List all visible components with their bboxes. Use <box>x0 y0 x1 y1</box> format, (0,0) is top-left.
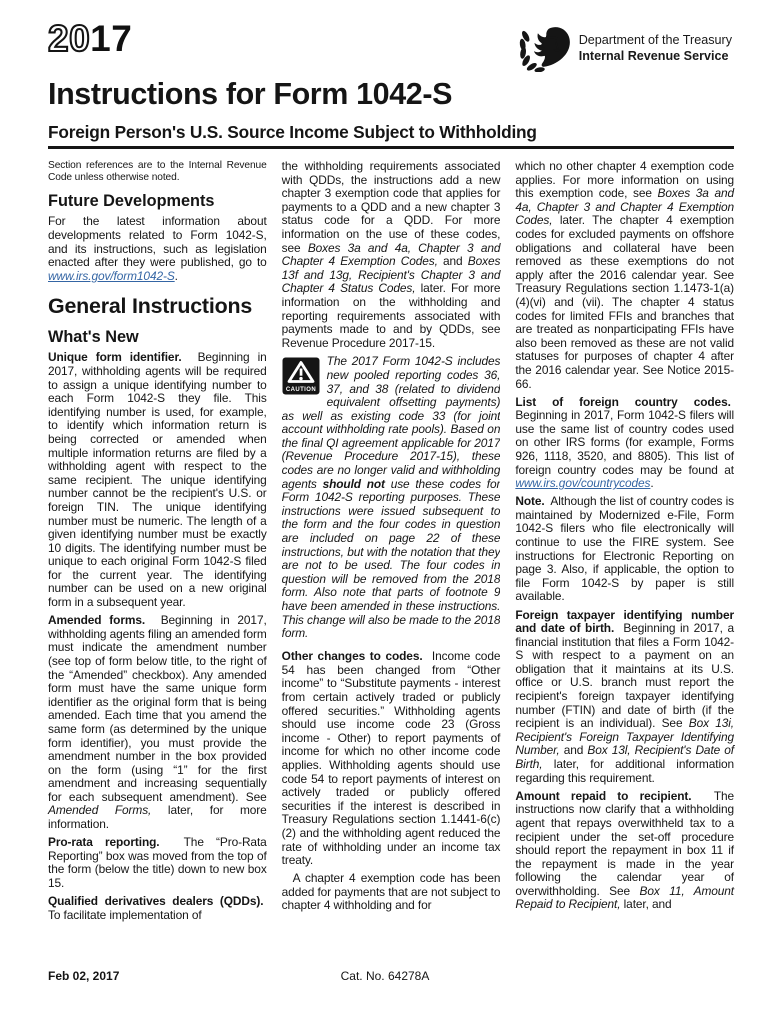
text-run: later, for additional information regarding this requirement. <box>515 757 735 785</box>
text-run: the withholding requirements associated with QDDs, the instructions add a new chapter 3 exemption code that applies for payments to a QDD and a new chapter 3 status code for a QDD. For more information on the use of these codes, see <box>281 159 501 255</box>
irs-logo-block <box>517 25 732 72</box>
paragraph <box>48 215 267 283</box>
text-run: Box 13i, Recipient's Foreign Taxpayer Identifying Number, <box>515 716 735 758</box>
text-run: Unique form identifier. <box>48 350 182 365</box>
hyperlink[interactable]: www.irs.gov/countrycodes <box>515 476 651 491</box>
text-run: Note. <box>515 494 545 509</box>
paragraph <box>48 160 267 183</box>
paragraph <box>515 495 734 604</box>
paragraph <box>515 160 734 391</box>
text-run: later. For more information on the withholding and reporting requirements associated with payments made to and by QDDs, see Revenue Procedure 2017-15. <box>281 281 501 350</box>
paragraph <box>48 351 267 609</box>
irs-eagle-icon <box>517 25 571 72</box>
text-run: Boxes 3a and 4a, Chapter 3 and Chapter 4 Exemption Codes, <box>281 240 501 269</box>
text-run: Boxes 3a and 4a, Chapter 3 and Chapter 4 Exemption Codes, <box>515 186 735 228</box>
text-run: should not <box>322 476 385 491</box>
text-run: and <box>559 743 588 758</box>
text-run: For the latest information about developments related to Form 1042-S, and its instructions, such as legislation enacted after they were published, go to <box>48 214 267 270</box>
agency-line-2: Internal Revenue Service <box>578 48 729 63</box>
paragraph <box>48 614 267 832</box>
content-columns <box>48 160 734 927</box>
paragraph <box>515 609 734 786</box>
text-run: Although the list of country codes is maintained by Modernized e-File, Form 1042-S filers who file electronically will continue to use the FIRE system. See instructions for Electronic Reporting on page 3. Also, if applicable, the option to file Form 1042-S by paper is still available. <box>515 494 735 604</box>
text-run: and <box>437 254 468 269</box>
subsection-heading: What's New <box>48 328 139 347</box>
text-run: A chapter 4 exemption code has been added for payments that are not subject to chapter 4 withholding and for <box>281 871 501 913</box>
text-run: Amount repaid to recipient. <box>515 788 692 803</box>
text-run: List of foreign country codes. <box>515 394 731 409</box>
text-run: Pro-rata reporting. <box>48 835 160 850</box>
text-run: . <box>650 476 654 491</box>
header-rule <box>48 146 734 149</box>
text-run: Foreign taxpayer identifying number and date of birth. <box>515 607 735 636</box>
revision-date: Feb 02, 2017 <box>48 969 120 983</box>
agency-name-block <box>579 33 732 64</box>
text-run: which no other chapter 4 exemption code applies. For more information on using this exemption code, see <box>515 159 735 201</box>
text-run: The 2017 Form 1042-S includes new pooled reporting codes 36, 37, and 38 (related to dividend equivalent offsetting payments) as well as existing code 33 (for joint account withholding rate pools). Based on the final QI agreement applicable for 2017 (Revenue Procedure 2017-15), these codes are no longer valid and withholding agents <box>281 355 501 491</box>
text-run: The “Pro-Rata Reporting” box was moved from the top of the form (below the title) down to new box 15. <box>48 835 267 890</box>
hyperlink[interactable]: www.irs.gov/form1042-S <box>48 268 175 283</box>
text-run: Box 13l, Recipient's Date of Birth, <box>515 743 735 772</box>
page-footer <box>0 969 770 989</box>
paragraph <box>282 160 501 350</box>
page-title: Instructions for Form 1042-S <box>48 77 453 111</box>
text-run: . <box>174 268 178 283</box>
text-run: later, and <box>620 897 672 912</box>
text-run: Beginning in 2017, withholding agents filing an amended form must indicate the amendment number (see top of form below title, to the right of the “Amended” checkbox). Any amended form must have the same unique form identifier as the original form that is being amended. Each time that you amend the same form (as determined by the unique form identifier), you must provide the amendment number in the box provided on the form (using “1” for the first amendment and increasing sequentially for each subsequent amendment). See <box>48 613 267 804</box>
text-run: later, for more information. <box>48 803 267 832</box>
column-2 <box>282 160 501 927</box>
text-run: Section references are to the Internal Revenue Code unless otherwise noted. <box>48 160 267 183</box>
text-run: Income code 54 has been changed from “Other income” to “Substitute payments - interest from certain actively traded or publicly offered securities.” Withholding agents should use income code 23 (Gross income - Other) to report payments of income for which no other income code applies. Withholding agents should use code 54 to report payments of interest on actively traded or publicly offered securities if the interest is described in Treasury Regulations section 1.1441-6(c)(2) and the withholding agent reduced the rate of withholding under an income tax treaty. <box>281 649 501 868</box>
caution-note <box>282 355 501 645</box>
catalog-number: Cat. No. 64278A <box>340 969 430 983</box>
text-run: Boxes 13f and 13g, Recipient's Chapter 3 and Chapter 4 Status Codes, <box>281 254 501 296</box>
text-run: later. The chapter 4 exemption codes for excluded payments on offshore obligations and collateral have been removed as these exemptions do not apply after the 2016 calendar year. See Treasury Regulations section 1.1473-1(a)(4)(vi) and (vii). The chapter 4 status codes for limited FFIs and branches that are treated as nonparticipating FFIs have also been removed as these are not valid statuses for purposes of chapter 4 after the 2016 calendar year. See Notice 2015-66. <box>515 213 735 391</box>
year-bold-digits: 17 <box>90 18 133 59</box>
caution-text <box>282 355 501 640</box>
text-run: Beginning in 2017, a financial institution that files a Form 1042-S with respect to a payment on an obligation that it maintains at its U.S. office or U.S. branch must report the recipient's foreign taxpayer identifying number (FTIN) and date of birth (if the recipient is an individual). See <box>515 621 735 731</box>
text-run: Amended Forms, <box>48 803 152 818</box>
agency-line-1: Department of the Treasury <box>578 33 732 48</box>
text-run: To facilitate implementation of <box>48 894 267 922</box>
text-run: Qualified derivatives dealers (QDDs). <box>48 894 264 909</box>
text-run: The instructions now clarify that a withholding agent that repays overwithheld tax to a recipient under the set-off procedure should report the repayment in box 11 if the repayment is made in the year following the calendar year of overwithholding. See <box>515 788 735 898</box>
paragraph <box>515 790 734 912</box>
page-subtitle: Foreign Person's U.S. Source Income Subject to Withholding <box>48 122 537 142</box>
paragraph <box>48 836 267 890</box>
section-heading: General Instructions <box>48 294 253 319</box>
subsection-heading: Future Developments <box>48 192 215 211</box>
text-run: Other changes to codes. <box>281 649 423 664</box>
year-outline-digits: 20 <box>48 18 91 59</box>
form-year <box>48 20 132 57</box>
paragraph <box>515 396 734 491</box>
text-run: Amended forms. <box>48 613 146 628</box>
svg-text:CAUTION: CAUTION <box>285 387 316 394</box>
paragraph <box>48 895 267 922</box>
column-3 <box>515 160 734 927</box>
paragraph <box>282 872 501 913</box>
text-run: Beginning in 2017, withholding agents will be required to assign a unique identifying number to each Form 1042-S they file. This identifying number is used, for example, to identify which information return is being corrected or amended when multiple information returns are filed by a withholding agent with respect to the same recipient. The unique identifying number cannot be the recipient's U.S. or foreign TIN. The unique identifying number must be numeric. The length of a given identifying number must be exactly 10 digits. The identifying number must be unique to each original Form 1042-S filed for the current year. The identifying number can be used on a new original form in a subsequent year. <box>48 350 267 610</box>
text-run: Box 11, Amount Repaid to Recipient, <box>515 883 735 912</box>
caution-icon <box>282 357 320 395</box>
text-run: Beginning in 2017, Form 1042-S filers will use the same list of country codes used on other IRS forms (for example, Forms 926, 1118, 3520, and 8805). This list of foreign country codes may be found at <box>515 394 735 477</box>
masthead <box>48 20 734 72</box>
column-1 <box>48 160 267 927</box>
text-run: use these codes for Form 1042-S reporting purposes. These instructions were issued subsequent to the form and the four codes in question are included on page 22 of these instructions, but with the notation that they are not to be used. The four codes in question will be removed from the 2018 form. Also note that parts of footnote 9 have been amended in these instructions. This change will also be made to the 2018 form. <box>281 476 501 641</box>
paragraph <box>282 650 501 868</box>
